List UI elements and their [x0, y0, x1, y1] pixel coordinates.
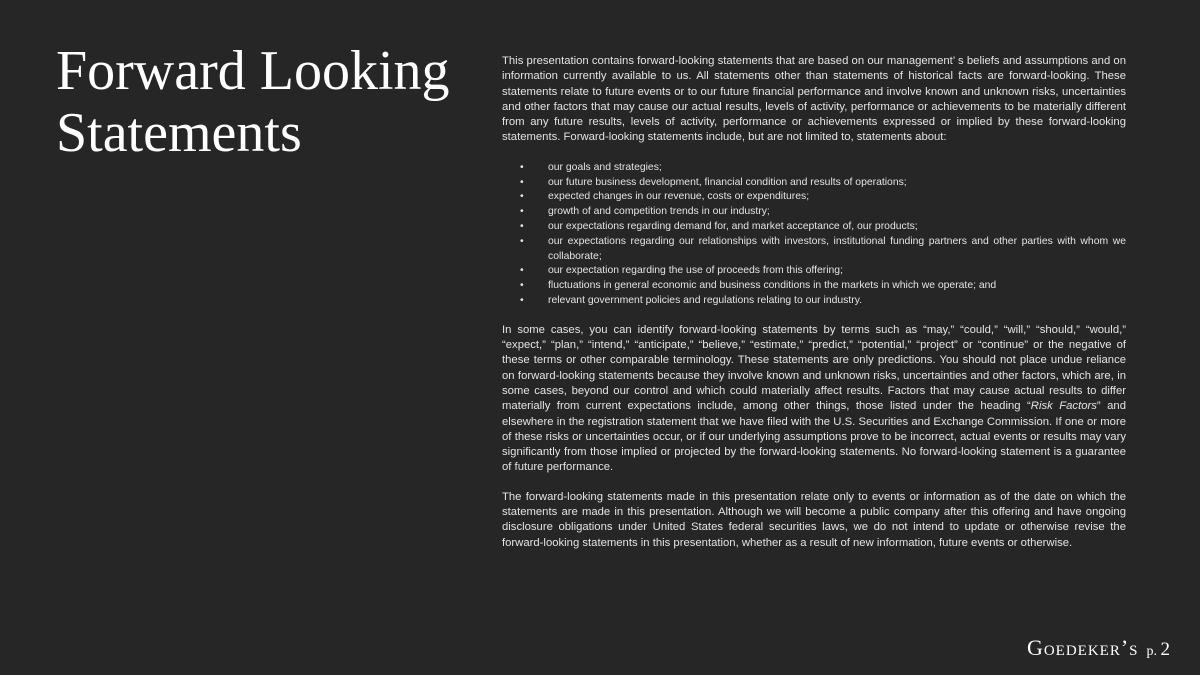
slide-title-line1: Forward Looking: [56, 40, 450, 102]
slide-title: [56, 40, 486, 164]
bullet-glyph: •: [520, 294, 524, 306]
bullet-glyph: •: [520, 265, 524, 277]
list-item-text: our future business development, financial condition and results of operations;: [548, 176, 907, 188]
list-item-text: our expectations regarding demand for, and market acceptance of, our products;: [548, 220, 918, 232]
bullet-glyph: •: [520, 280, 524, 292]
page-number-value: 2: [1160, 639, 1170, 660]
bullet-glyph: •: [520, 176, 524, 188]
identification-text-after: ” and elsewhere in the registration statement that we have filed with the U.S. Securities and Exchange Commission. If one or more of these risks or uncertainties occur, or if our underlying assumptions prove to be incorrect, actual events or results may vary significantly from those implied or projected by the forward-looking statements. No forward-looking statement is a guarantee of future performance.: [502, 400, 1126, 474]
risk-factors-heading-reference: Risk Factors: [1030, 400, 1097, 413]
list-item: [502, 220, 1126, 235]
list-item-text: our expectations regarding our relationships with investors, institutional funding partners and other parties with whom we collaborate;: [548, 235, 1126, 262]
list-item-text: growth of and competition trends in our industry;: [548, 206, 770, 218]
list-item: [502, 264, 1126, 279]
disclaimer-body: [502, 54, 1126, 551]
bullet-glyph: •: [520, 191, 524, 203]
list-item-text: our goals and strategies;: [548, 161, 662, 173]
list-item: [502, 190, 1126, 205]
identification-text-before: In some cases, you can identify forward-looking statements by terms such as “may,” “could,” “will,” “should,” “would,” “expect,” “plan,” “intend,” “anticipate,” “believe,” “estimate,” “predict,” “potential,” “project” or “continue” or the negative of these terms or other comparable terminology. These statements are only predictions. You should not place undue reliance on forward-looking statements because they involve known and unknown risks, uncertainties and other factors, which are, in some cases, beyond our control and which could materially affect results. Factors that may cause actual results to differ materially from current expectations include, among other things, those listed under the heading “: [502, 323, 1126, 413]
statement-topics-list: [502, 161, 1126, 309]
slide-footer: [1027, 635, 1170, 661]
update-disclaimer-paragraph: The forward-looking statements made in this presentation relate only to events or information as of the date on which the statements are made in this presentation. Although we will become a public company after this offering and have ongoing disclosure obligations under United States federal securities laws, we do not intend to update or otherwise revise the forward-looking statements in this presentation, whether as a result of new information, future events or otherwise.: [502, 490, 1126, 549]
bullet-glyph: •: [520, 220, 524, 232]
identification-paragraph: [502, 323, 1126, 476]
page-number: [1147, 639, 1171, 661]
list-item: [502, 205, 1126, 220]
list-item: [502, 176, 1126, 191]
list-item-text: fluctuations in general economic and business conditions in the markets in which we operate; and: [548, 280, 997, 292]
slide-title-line2: Statements: [56, 102, 302, 164]
page-prefix: p.: [1146, 644, 1157, 659]
list-item-text: our expectation regarding the use of proceeds from this offering;: [548, 265, 843, 277]
list-item-text: expected changes in our revenue, costs or expenditures;: [548, 191, 810, 203]
bullet-glyph: •: [520, 235, 524, 247]
company-logo: Goedeker’s: [1026, 635, 1139, 660]
list-item: [502, 161, 1126, 176]
bullet-glyph: •: [520, 161, 524, 173]
list-item: [502, 294, 1126, 309]
list-item: [502, 279, 1126, 294]
intro-paragraph: This presentation contains forward-looking statements that are based on our management’ s beliefs and assumptions and on information currently available to us. All statements other than statements of historical facts are forward-looking. These statements relate to future events or to our future financial performance and involve known and unknown risks, uncertainties and other factors that may cause our actual results, levels of activity, performance or achievements to be materially different from any future results, levels of activity, performance or achievements expressed or implied by these forward-looking statements. Forward-looking statements include, but are not limited to, statements about:: [502, 55, 1126, 144]
list-item: [502, 235, 1126, 265]
list-item-text: relevant government policies and regulations relating to our industry.: [548, 294, 863, 306]
bullet-glyph: •: [520, 206, 524, 218]
